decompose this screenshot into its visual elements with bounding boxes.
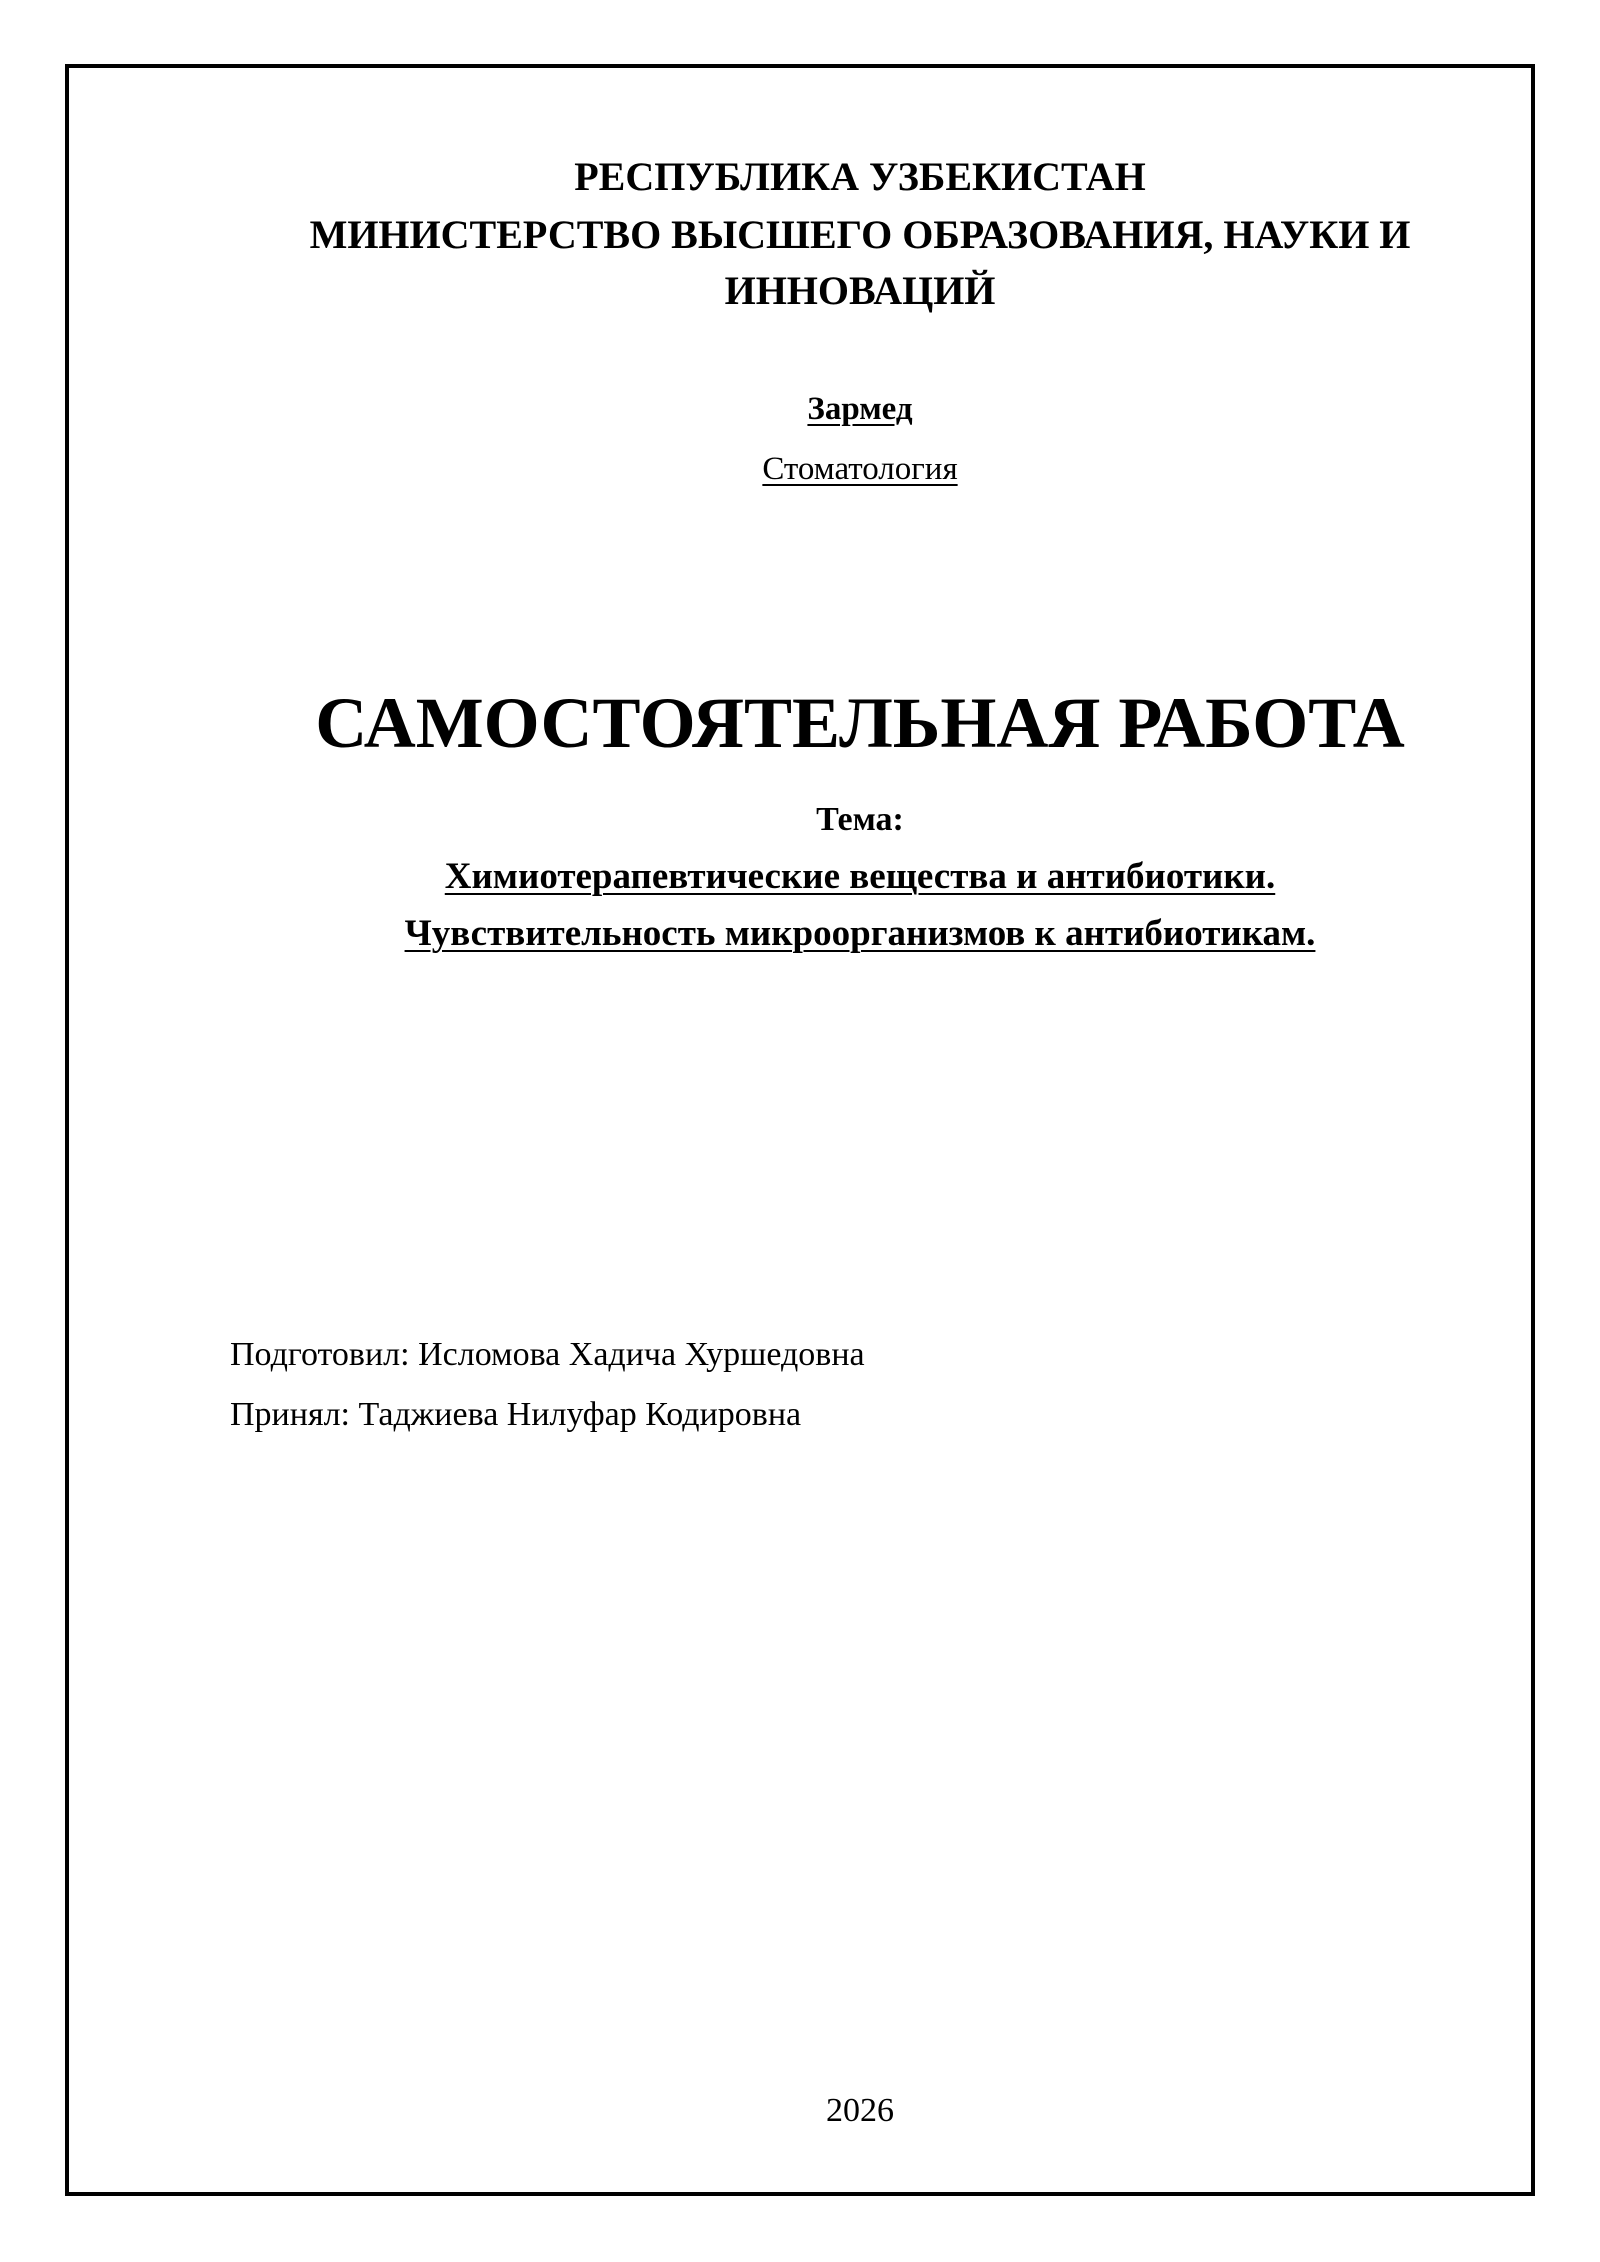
faculty-name-wrapper [200,451,1520,488]
topic-label: Тема: [816,801,904,838]
republic-heading: РЕСПУБЛИКА УЗБЕКИСТАН [574,154,1146,199]
topic-line2: Чувствительность микроорганизмов к антибиотикам. [404,913,1316,954]
page-border-frame [65,64,1535,2196]
year: 2026 [826,2092,894,2129]
ministry-heading-line2: ИННОВАЦИЙ [724,268,996,313]
work-title: САМОСТОЯТЕЛЬНАЯ РАБОТА [315,683,1405,763]
ministry-heading-line1: МИНИСТЕРСТВО ВЫСШЕГО ОБРАЗОВАНИЯ, НАУКИ И [309,212,1411,257]
prepared-by: Подготовил: Исломова Хадича Хуршедовна [230,1336,865,1373]
institution-name-wrapper [200,391,1520,428]
topic-line2-wrapper [200,912,1520,955]
topic-line1: Химиотерапевтические вещества и антибиотики. [444,856,1276,897]
institution-name: Зармед [807,391,913,427]
faculty-name: Стоматология [762,451,958,487]
accepted-by: Принял: Таджиева Нилуфар Кодировна [230,1396,802,1433]
topic-line1-wrapper [200,855,1520,898]
